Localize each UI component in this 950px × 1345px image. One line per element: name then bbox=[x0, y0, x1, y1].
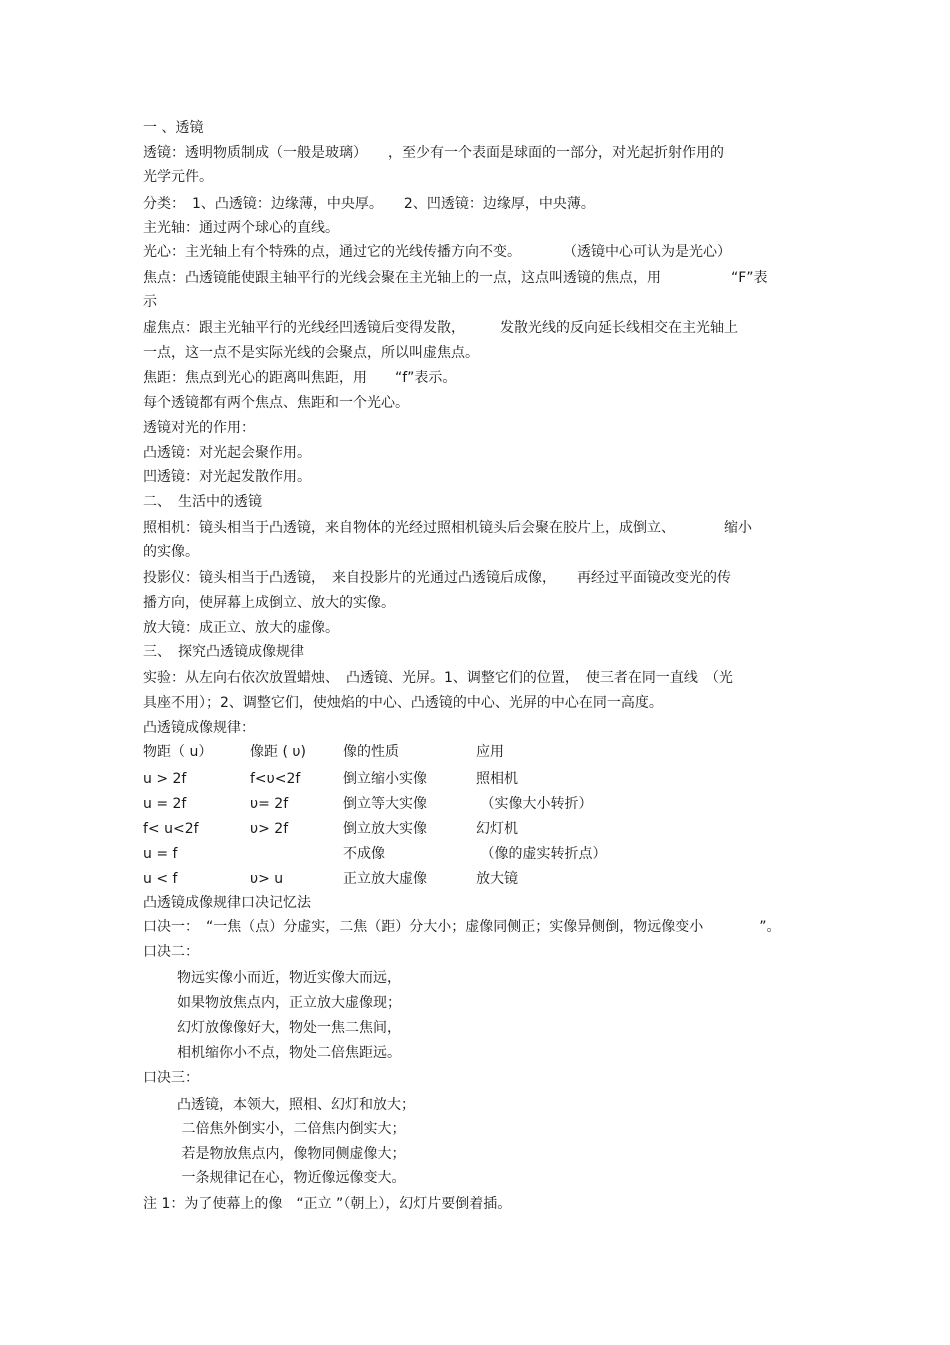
table-cell: u > 2f bbox=[143, 771, 187, 787]
table-cell: f<υ<2f bbox=[250, 771, 301, 787]
experiment-line1: 实验：从左向右依次放置蜡烛、 凸透镜、光屏。1、调整它们的位置， 使三者在同一直线 （光 bbox=[143, 670, 733, 686]
mnemonic-three-line: 一条规律记在心，物近像远像变大。 bbox=[177, 1170, 406, 1186]
table-cell: f< u<2f bbox=[143, 821, 199, 837]
camera-line2: 的实像。 bbox=[143, 544, 199, 560]
camera-line1: 照相机：镜头相当于凸透镜，来自物体的光经过照相机镜头后会聚在胶片上，成倒立、 缩小 bbox=[143, 520, 752, 536]
magnifier-line: 放大镜：成正立、放大的虚像。 bbox=[143, 620, 339, 636]
virtual-focus-line1: 虚焦点：跟主光轴平行的光线经凹透镜后变得发散， 发散光线的反向延长线相交在主光轴上 bbox=[143, 320, 738, 336]
note-line: 注 1：为了使幕上的像 “正立 ”（朝上），幻灯片要倒着插。 bbox=[143, 1196, 512, 1212]
mnemonic-two-line: 物远实像小而近，物近实像大而远， bbox=[177, 970, 401, 986]
focal-length-line: 焦距：焦点到光心的距离叫焦距，用 “f”表示。 bbox=[143, 370, 457, 386]
experiment-line2: 具座不用）；2、调整它们，使烛焰的中心、凸透镜的中心、光屏的中心在同一高度。 bbox=[143, 695, 663, 711]
table-cell: υ= 2f bbox=[250, 796, 289, 812]
mnemonic-title: 凸透镜成像规律口决记忆法 bbox=[143, 895, 311, 911]
mnemonic-three-heading: 口决三： bbox=[143, 1070, 199, 1086]
table-cell: u < f bbox=[143, 871, 178, 887]
section2-title: 二、 生活中的透镜 bbox=[143, 494, 262, 510]
table-cell: u = 2f bbox=[143, 796, 187, 812]
each-lens-line: 每个透镜都有两个焦点、焦距和一个光心。 bbox=[143, 395, 409, 411]
table-header-image-nature: 像的性质 bbox=[343, 744, 399, 760]
mnemonic-two-line: 如果物放焦点内，正立放大虚像现； bbox=[177, 995, 401, 1011]
projector-line2: 播方向，使屏幕上成倒立、放大的实像。 bbox=[143, 595, 395, 611]
projector-line1: 投影仪：镜头相当于凸透镜， 来自投影片的光通过凸透镜后成像， 再经过平面镜改变光的传 bbox=[143, 570, 731, 586]
table-cell: （像的虚实转折点） bbox=[476, 846, 607, 862]
mnemonic-one: 口决一： “一焦（点）分虚实，二焦（距）分大小；虚像同侧正；实像异侧倒，物远像变小 ”。 bbox=[143, 919, 781, 935]
mnemonic-two-line: 幻灯放像像好大，物处一焦二焦间， bbox=[177, 1020, 401, 1036]
lens-effect-line: 透镜对光的作用： bbox=[143, 420, 255, 436]
imaging-rule-heading: 凸透镜成像规律： bbox=[143, 720, 255, 736]
table-header-object-distance: 物距（ u） bbox=[143, 744, 213, 760]
mnemonic-three-line: 二倍焦外倒实小，二倍焦内倒实大； bbox=[177, 1121, 406, 1137]
table-header-image-distance: 像距 ( υ) bbox=[250, 744, 306, 760]
mnemonic-two-heading: 口决二： bbox=[143, 944, 199, 960]
main-axis-line: 主光轴：通过两个球心的直线。 bbox=[143, 220, 339, 236]
table-cell: υ> 2f bbox=[250, 821, 289, 837]
focus-line2: 示 bbox=[143, 294, 157, 310]
table-cell: 放大镜 bbox=[476, 871, 518, 887]
table-cell: u = f bbox=[143, 846, 178, 862]
mnemonic-three-line: 若是物放焦点内，像物同侧虚像大； bbox=[177, 1146, 406, 1162]
focus-line1: 焦点：凸透镜能使跟主轴平行的光线会聚在主光轴上的一点，这点叫透镜的焦点，用 “F”表 bbox=[143, 270, 768, 286]
section1-title: 一 、透镜 bbox=[143, 120, 204, 136]
optical-center-line: 光心：主光轴上有个特殊的点，通过它的光线传播方向不变。 （透镜中心可认为是光心） bbox=[143, 244, 731, 260]
table-cell: 倒立放大实像 bbox=[343, 821, 427, 837]
lens-definition-line2: 光学元件。 bbox=[143, 169, 213, 185]
table-cell: 倒立等大实像 bbox=[343, 796, 427, 812]
table-cell: 正立放大虚像 bbox=[343, 871, 427, 887]
convex-effect-line: 凸透镜：对光起会聚作用。 bbox=[143, 445, 311, 461]
table-cell: （实像大小转折） bbox=[476, 796, 593, 812]
mnemonic-three-line: 凸透镜，本领大，照相、幻灯和放大； bbox=[177, 1097, 415, 1113]
section3-title: 三、 探究凸透镜成像规律 bbox=[143, 644, 304, 660]
table-cell: 倒立缩小实像 bbox=[343, 771, 427, 787]
virtual-focus-line2: 一点，这一点不是实际光线的会聚点，所以叫虚焦点。 bbox=[143, 345, 479, 361]
table-cell: 不成像 bbox=[343, 846, 385, 862]
mnemonic-two-line: 相机缩你小不点，物处二倍焦距远。 bbox=[177, 1045, 401, 1061]
table-cell: υ> u bbox=[250, 871, 284, 887]
lens-definition-line1: 透镜：透明物质制成（一般是玻璃） ，至少有一个表面是球面的一部分，对光起折射作用的 bbox=[143, 145, 724, 161]
table-cell: 幻灯机 bbox=[476, 821, 518, 837]
table-cell: 照相机 bbox=[476, 771, 518, 787]
concave-effect-line: 凹透镜：对光起发散作用。 bbox=[143, 469, 311, 485]
table-header-application: 应用 bbox=[476, 744, 504, 760]
classification-line: 分类： 1、凸透镜：边缘薄，中央厚。 2、凹透镜：边缘厚，中央薄。 bbox=[143, 196, 595, 212]
